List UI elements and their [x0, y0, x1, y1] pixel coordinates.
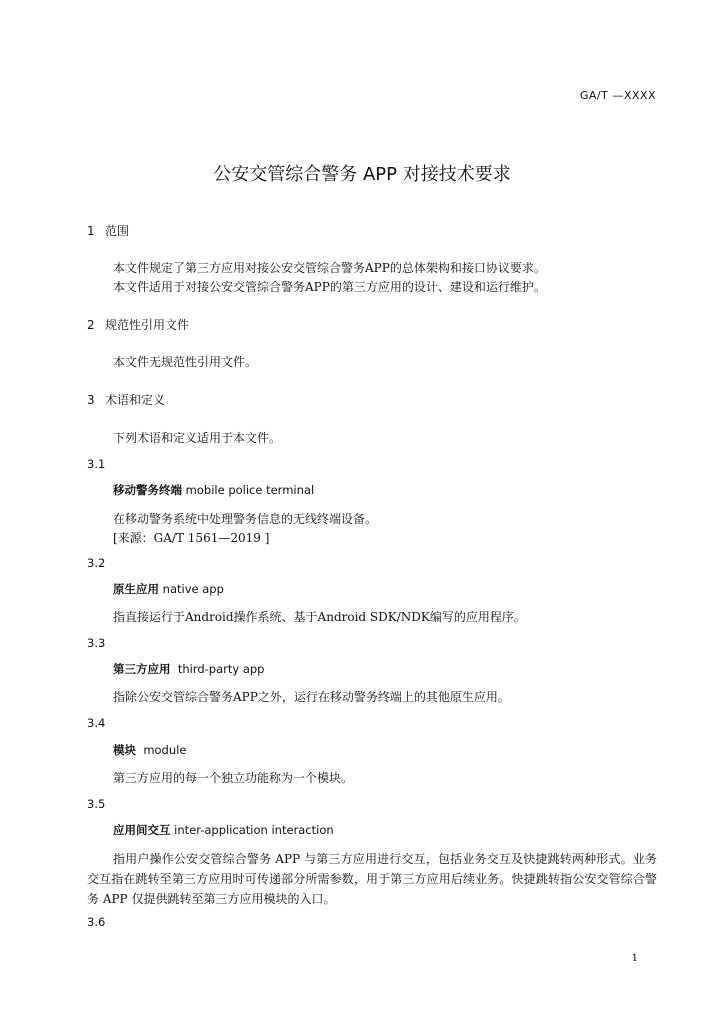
section-heading-scope	[87, 222, 129, 239]
term-heading	[113, 822, 334, 838]
section-number: 1	[87, 224, 95, 238]
term-number: 3.5	[87, 797, 106, 811]
term-en: native app	[162, 582, 224, 596]
term-definition: 指直接运行于Android操作系统、基于Android SDK/NDK编写的应用程序。	[113, 610, 526, 624]
term-number: 3.6	[87, 915, 106, 929]
scope-paragraph: 本文件规定了第三方应用对接公安交管综合警务APP的总体架构和接口协议要求。	[113, 261, 546, 275]
standard-number: GA/T —XXXX	[579, 89, 656, 102]
term-number: 3.4	[87, 716, 106, 730]
term-zh: 移动警务终端	[113, 483, 182, 497]
section-title: 术语和定义	[105, 393, 166, 407]
section-title: 范围	[105, 224, 130, 238]
term-heading	[113, 482, 314, 498]
term-definition: 指除公安交管综合警务APP之外，运行在移动警务终端上的其他原生应用。	[113, 690, 510, 704]
section-number: 2	[87, 318, 95, 332]
term-heading	[113, 581, 224, 597]
term-definition: 指用户操作公安交管综合警务 APP 与第三方应用进行交互，包括业务交互及快捷跳转两种形式。业务交互指在跳转至第三方应用时可传递部分所需参数，用于第三方应用后续业务。快捷跳转指公安交管综合警务 APP 仅提供跳转至第三方应用模块的入口。	[87, 852, 657, 906]
term-en: module	[143, 743, 187, 757]
normative-paragraph: 本文件无规范性引用文件。	[113, 355, 258, 369]
term-definition: 第三方应用的每一个独立功能称为一个模块。	[113, 771, 354, 785]
term-number: 3.1	[87, 457, 106, 471]
term-en: mobile police terminal	[185, 483, 315, 497]
terms-intro: 下列术语和定义适用于本文件。	[113, 431, 282, 445]
term-source: [来源：GA/T 1561—2019 ]	[113, 531, 270, 545]
term-zh: 模块	[113, 743, 136, 757]
term-en: third-party app	[177, 662, 265, 676]
section-heading-normative	[87, 316, 189, 333]
page-number: 1	[631, 953, 638, 964]
document-title: 公安交管综合警务 APP 对接技术要求	[213, 164, 511, 185]
section-title: 规范性引用文件	[105, 318, 190, 332]
section-number: 3	[87, 393, 95, 407]
term-zh: 原生应用	[113, 582, 159, 596]
section-heading-terms	[87, 391, 165, 408]
term-number: 3.3	[87, 636, 106, 650]
term-number: 3.2	[87, 556, 106, 570]
term-zh: 应用间交互	[113, 823, 171, 837]
term-en: inter-application interaction	[174, 823, 334, 837]
term-definition: 在移动警务系统中处理警务信息的无线终端设备。	[113, 512, 378, 526]
term-zh: 第三方应用	[113, 662, 171, 676]
term-heading	[113, 661, 264, 677]
scope-paragraph: 本文件适用于对接公安交管综合警务APP的第三方应用的设计、建设和运行维护。	[113, 280, 546, 294]
term-heading	[113, 742, 186, 758]
